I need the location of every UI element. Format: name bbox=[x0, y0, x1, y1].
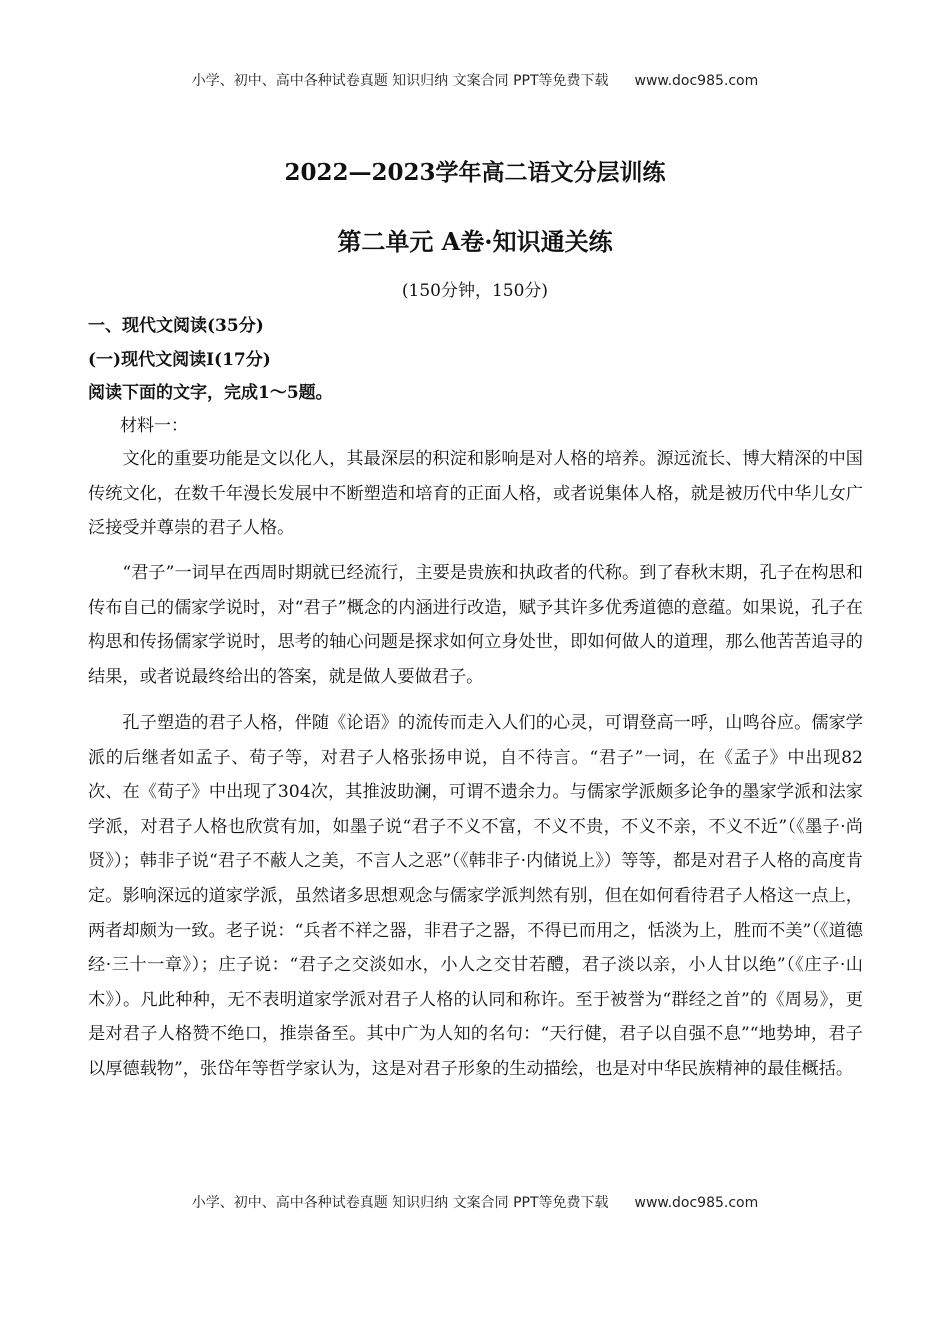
paragraph-1: 文化的重要功能是文以化人，其最深层的积淀和影响是对人格的培养。源远流长、博大精深的中国传统文化，在数千年漫长发展中不断塑造和培育的正面人格，或者说集体人格，就是被历代中华儿女广泛接受并尊崇的君子人格。 bbox=[88, 449, 863, 539]
footer-site-link[interactable]: www.doc985.com bbox=[634, 1195, 759, 1211]
material-label: 材料一： bbox=[120, 416, 188, 436]
page-header bbox=[0, 70, 950, 90]
header-text: 小学、初中、高中各种试卷真题 知识归纳 文案合同 PPT等免费下载 bbox=[191, 73, 609, 89]
reading-instruction: 阅读下面的文字，完成1～5题。 bbox=[88, 383, 333, 403]
exam-time-score: (150分钟，150分) bbox=[401, 281, 549, 301]
page-footer bbox=[0, 1192, 950, 1212]
section-heading-modern-reading: 一、现代文阅读(35分) bbox=[88, 316, 264, 336]
document-title: 2022—2023学年高二语文分层训练 bbox=[284, 159, 666, 186]
paragraph-3: 孔子塑造的君子人格，伴随《论语》的流传而走入人们的心灵，可谓登高一呼，山鸣谷应。儒家学派的后继者如孟子、荀子等，对君子人格张扬申说，自不待言。“君子”一词，在《孟子》中出现82次、在《荀子》中出现了304次，其推波助澜，可谓不遗余力。与儒家学派颇多论争的墨家学派和法家学派，对君子人格也欣赏有加，如墨子说“君子不义不富，不义不贵，不义不亲，不义不近”（《墨子·尚贤》）；韩非子说“君子不蔽人之美，不言人之恶”（《韩非子·内储说上》）等等，都是对君子人格的高度肯定。影响深远的道家学派，虽然诸多思想观念与儒家学派判然有别，但在如何看待君子人格这一点上，两者却颇为一致。老子说：“兵者不祥之器，非君子之器，不得已而用之，恬淡为上，胜而不美”（《道德经·三十一章》）；庄子说：“君子之交淡如水，小人之交甘若醴，君子淡以亲，小人甘以绝”（《庄子·山木》）。凡此种种，无不表明道家学派对君子人格的认同和称许。至于被誉为“群经之首”的《周易》，更是对君子人格赞不绝口，推崇备至。其中广为人知的名句：“天行健，君子以自强不息”“地势坤，君子以厚德载物”，张岱年等哲学家认为，这是对君子形象的生动描绘，也是对中华民族精神的最佳概括。 bbox=[88, 713, 863, 1079]
document-subtitle: 第二单元 A卷·知识通关练 bbox=[337, 227, 613, 256]
footer-text: 小学、初中、高中各种试卷真题 知识归纳 文案合同 PPT等免费下载 bbox=[191, 1195, 609, 1211]
paragraph-2: “君子”一词早在西周时期就已经流行，主要是贵族和执政者的代称。到了春秋末期，孔子在构思和传布自己的儒家学说时，对“君子”概念的内涵进行改造，赋予其许多优秀道德的意蕴。如果说，孔子在构思和传扬儒家学说时，思考的轴心问题是探求如何立身处世，即如何做人的道理，那么他苦苦追寻的结果，或者说最终给出的答案，就是做人要做君子。 bbox=[88, 563, 863, 687]
header-site-link[interactable]: www.doc985.com bbox=[634, 73, 759, 89]
subsection-heading-reading-1: (一)现代文阅读Ⅰ(17分) bbox=[88, 350, 271, 370]
